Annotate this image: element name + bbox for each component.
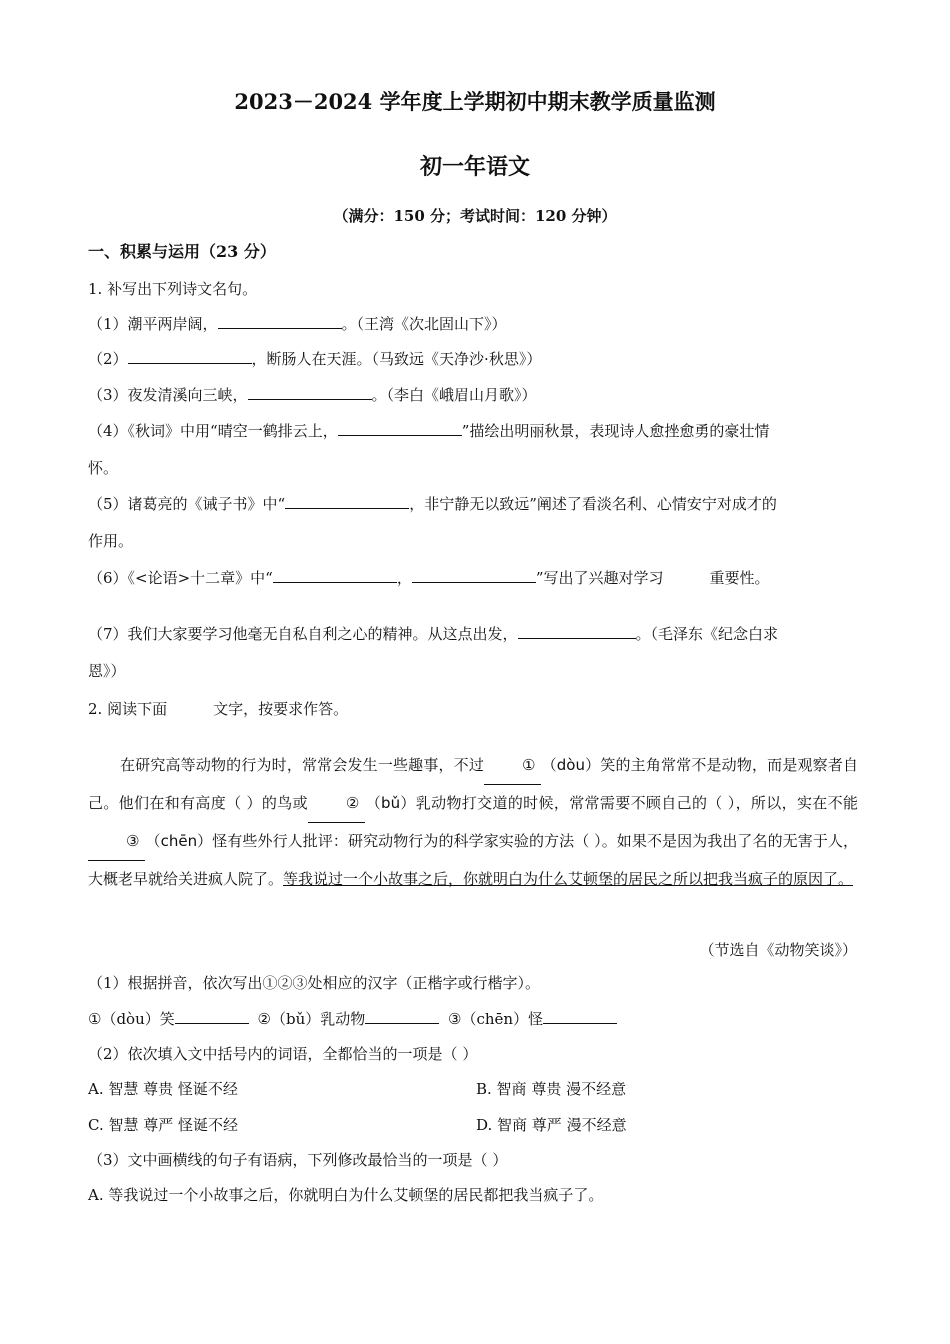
passage-paragraph — [88, 747, 858, 898]
subject-title: 初一年语文 — [419, 154, 530, 180]
q1-item-1 — [88, 313, 507, 335]
passage-source: （节选自《动物笑谈》） — [699, 941, 857, 959]
q2-sub1-c: ③（chēn）怪 — [448, 1010, 544, 1028]
q1-item-2-text: ，断肠人在天涯。（马致远《天净沙·秋思》） — [251, 350, 542, 368]
option-d[interactable]: D. 智商 尊严 漫不经意 — [476, 1116, 627, 1134]
q2-sub2-stem: （2）依次填入文中括号内的词语，全都恰当的一项是（ ） — [88, 1045, 478, 1063]
q2-sub1-answers — [88, 1008, 617, 1030]
answer-blank[interactable] — [518, 623, 636, 639]
q2-stem-b: 文字，按要求作答。 — [213, 700, 349, 718]
q2-sub1-stem: （1）根据拼音，依次写出①②③处相应的汉字（正楷字或行楷字）。 — [88, 974, 541, 992]
q1-item-5 — [88, 493, 777, 515]
passage-text-4: （chēn）怪有些外行人批评：研究动物行为的科学家实验的方法（ ）。如果不是因为我出了名的无害于人，大概老早就给关进疯人院了。 — [88, 832, 858, 888]
q2-sub1-b: ②（bǔ）乳动物 — [257, 1010, 366, 1028]
section-heading: 一、积累与运用（23 分） — [88, 242, 276, 261]
q1-item-6 — [88, 567, 770, 589]
q1-item-3 — [88, 384, 537, 406]
q1-item-2 — [88, 348, 541, 370]
answer-blank[interactable] — [412, 567, 536, 583]
q1-item-6-text-c: 重要性。 — [709, 569, 770, 587]
q2-sub1-a: ①（dòu）笑 — [88, 1010, 175, 1028]
answer-blank[interactable] — [285, 493, 409, 509]
q1-item-7-source: 。（毛泽东《纪念白求 — [635, 625, 779, 643]
q1-item-4 — [88, 420, 769, 442]
exam-info: （满分：150 分；考试时间：120 分钟） — [333, 207, 617, 225]
q1-item-6-text-b: ”写出了兴趣对学习 — [535, 569, 664, 587]
exam-title: 2023－2024 学年度上学期初中期末教学质量监测 — [234, 89, 716, 114]
q1-item-1-source: 。（王湾《次北固山下》） — [341, 315, 507, 333]
blank-marker-2: ② — [308, 785, 365, 823]
answer-blank[interactable] — [273, 567, 397, 583]
q1-item-4-text: （4）《秋词》中用“晴空一鹤排云上， — [88, 422, 338, 440]
answer-blank[interactable] — [338, 420, 462, 436]
q1-item-5-cont: 作用。 — [88, 532, 134, 550]
answer-blank[interactable] — [248, 384, 372, 400]
underlined-sentence: 等我说过一个小故事之后，你就明白为什么艾顿堡的居民之所以把我当疯子的原因了。 — [283, 870, 854, 888]
q2-stem — [88, 698, 348, 720]
answer-blank[interactable] — [365, 1008, 439, 1024]
option-a[interactable]: A. 智慧 尊贵 怪诞不经 — [88, 1080, 238, 1098]
passage-text-3: （bǔ）乳动物打交道的时候，常常需要不顾自己的（ ），所以，实在不能 — [365, 794, 858, 812]
answer-blank[interactable] — [543, 1008, 617, 1024]
blank-marker-3: ③ — [88, 823, 145, 861]
q1-item-7-text: （7）我们大家要学习他毫无自私自利之心的精神。从这点出发， — [88, 625, 518, 643]
blank-marker-1: ① — [484, 747, 541, 785]
q1-item-1-text: （1）潮平两岸阔， — [88, 315, 218, 333]
reading-passage — [88, 747, 858, 898]
q1-item-7 — [88, 623, 778, 645]
option-c[interactable]: C. 智慧 尊严 怪诞不经 — [88, 1116, 239, 1134]
q2-sub3-stem: （3）文中画横线的句子有语病，下列修改最恰当的一项是（ ） — [88, 1151, 508, 1169]
q1-item-3-text: （3）夜发清溪向三峡， — [88, 386, 248, 404]
q1-item-5-text-b: ，非宁静无以致远”阐述了看淡名利、心情安宁对成才的 — [409, 495, 777, 513]
q2-sub3-option-a[interactable]: A. 等我说过一个小故事之后，你就明白为什么艾顿堡的居民都把我当疯子了。 — [88, 1186, 604, 1204]
answer-blank[interactable] — [128, 348, 252, 364]
answer-blank[interactable] — [218, 313, 342, 329]
q1-item-3-source: 。（李白《峨眉山月歌》） — [371, 386, 537, 404]
q1-stem: 1. 补写出下列诗文名句。 — [88, 280, 258, 298]
q1-item-7-cont: 恩》） — [88, 662, 126, 680]
q2-stem-a: 2. 阅读下面 — [88, 700, 168, 718]
q1-item-2-num: （2） — [88, 350, 128, 368]
q1-item-5-text: （5）诸葛亮的《诫子书》中“ — [88, 495, 286, 513]
q1-item-6-text: （6）《<论语>十二章》中“ — [88, 569, 273, 587]
q1-item-6-comma: ， — [396, 569, 412, 587]
q1-item-4-text-b: ”描绘出明丽秋景，表现诗人愈挫愈勇的豪壮情 — [461, 422, 770, 440]
passage-text-1: 在研究高等动物的行为时，常常会发生一些趣事，不过 — [120, 756, 484, 774]
answer-blank[interactable] — [175, 1008, 249, 1024]
q1-item-4-cont: 怀。 — [88, 459, 119, 477]
passage-text-2: （dòu）笑的主角常常不是动物，而是观察者自己。他们在和有高度（ ）的鸟或 — [88, 756, 858, 812]
option-b[interactable]: B. 智商 尊贵 漫不经意 — [476, 1080, 627, 1098]
